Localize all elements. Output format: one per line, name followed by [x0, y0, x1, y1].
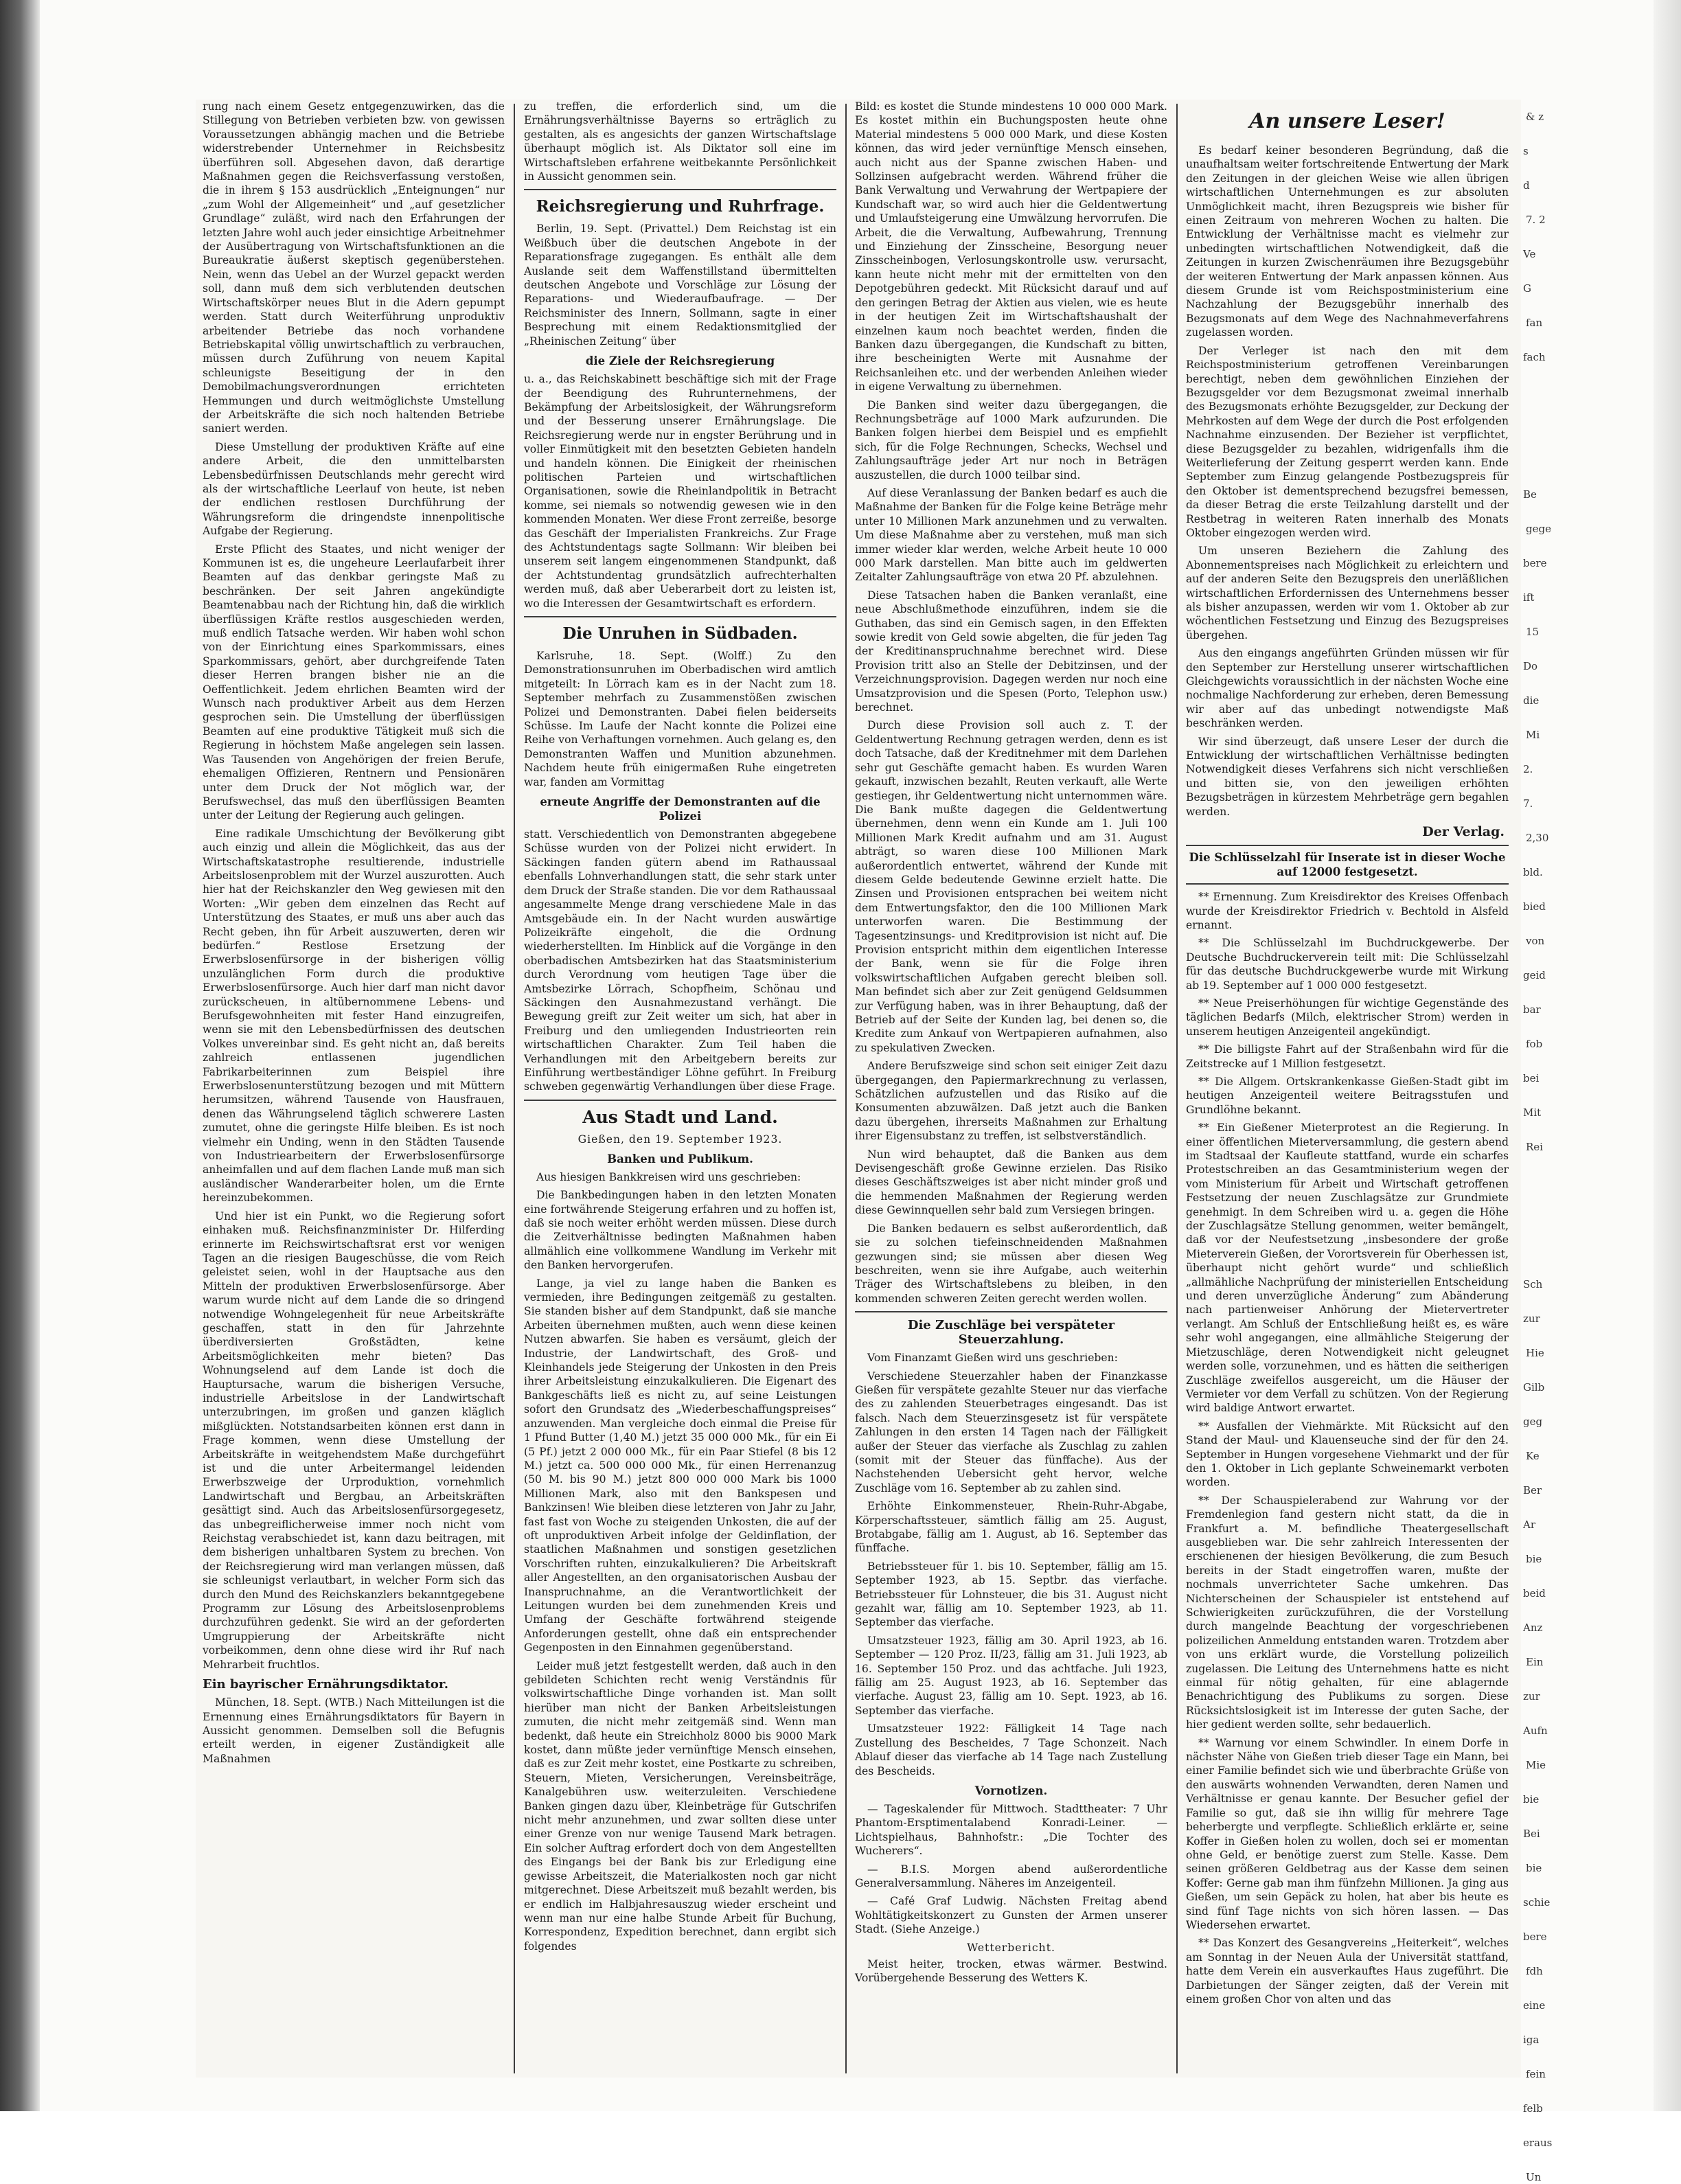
adjacent-page-fragment	[1523, 110, 1654, 2183]
fragment-text: Ar	[1523, 1518, 1536, 1531]
paragraph: Wir sind überzeugt, daß unsere Leser der durch die Entwicklung der wirtschaftlichen Verhältnisse bedingten Notwendigkeit dieses Verfahrens sich nicht verschließen und bitten sie, von den jeweiligen erhöhten Bezugsbeträgen in kürzestem Mehrbeträge gern begahlen werden.	[1186, 735, 1509, 818]
fragment-text: bld.	[1523, 866, 1543, 878]
fragment-text: die	[1523, 694, 1540, 707]
paragraph: Diese Tatsachen haben die Banken veranlaßt, eine neue Abschlußmethode einzuführen, indem sie die Guthaben, das sind ein Gemisch sagen, in den Effekten sowie kredit von Geld sowie abgelten, die für jeden Tag der Kreditinanspruchnahme berechnet wird. Diese Provision tritt also an Stelle der Debitzinsen, und der Verzeichnungsprovision. Dagegen werden nur noch eine Umsatzprovision und die Spesen (Porto, Telephon usw.) berechnet.	[855, 589, 1167, 714]
fragment-text: fob	[1526, 1038, 1543, 1050]
fragment-text: eine	[1523, 1999, 1546, 2012]
paragraph: — Tageskalender für Mittwoch. Stadttheater: 7 Uhr Phantom-Ersptimentalabend Konradi-Leiner. — Lichtspielhaus, Bahnhofstr.: „Die Tochter des Wucherers“.	[855, 1802, 1167, 1858]
fragment-text: s	[1523, 145, 1529, 157]
paragraph: — Café Graf Ludwig. Nächsten Freitag abend Wohltätigkeitskonzert zu Gunsten der Armen unserer Stadt. (Siehe Anzeige.)	[855, 1895, 1167, 1936]
section-headline: Aus Stadt und Land.	[582, 1106, 778, 1127]
fragment-text: zur	[1523, 1312, 1540, 1325]
fragment-text: beid	[1523, 1587, 1546, 1600]
page-edge-shadow	[1654, 0, 1681, 2111]
fragment-text: zur	[1523, 1690, 1540, 1703]
paragraph: Der Verleger ist nach den mit dem Reichspostministerium getroffenen Vereinbarungen berechtigt, neben dem gewöhnlichen Einziehen der Bezugsgelder vor dem Bezugsmonat zweimal innerhalb des Bezugsmonats erhöhte Bezugsgelder, zur Deckung der Mehrkosten auf dem Wege der durch die Post erfolgenden Nachnahme einzusenden. Der Bezieher ist verpflichtet, diese Bezugsgelder zu bezahlen, widrigenfalls ihm die Weiterlieferung der Zeitung gesperrt werden kann. Ende September zum Einzug gelangende Postbezugspreis für den Oktober ist dementsprechend bezugsfrei bemessen, da dieser Betrag die erste Teilzahlung darstellt und der Restbetrag in weiteren Raten innerhalb des Monats Oktober eingezogen werden wird.	[1186, 344, 1509, 539]
paragraph: — B.I.S. Morgen abend außerordentliche Generalversammlung. Näheres im Anzeigenteil.	[855, 1863, 1167, 1889]
article-subheadline: Vornotizen.	[974, 1784, 1048, 1797]
article-headline: Die Unruhen in Südbaden.	[562, 624, 798, 643]
fragment-text: Rei	[1526, 1141, 1543, 1153]
paragraph: rung nach einem Gesetz entgegenzuwirken, das die Stillegung von Betrieben verbieten bzw. von gewissen Voraussetzungen abhängig machen und die Betriebe widerstrebender Unternehmer in Reichsbesitz überführen soll. Abgesehen davon, daß derartige Maßnahmen gegen die Reichsverfassung verstoßen, die in ihrem § 153 ausdrücklich „Enteignungen“ nur „zum Wohl der Allgemeinheit“ und „auf gesetzlicher Grundlage“ zuläßt, wird nach den Erfahrungen der letzten Jahre wohl auch jeder einsichtige Arbeitnehmer der Ausübertragung von Wirtschaftsfunktionen an die Bureaukratie äußerst skeptisch gegenüberstehen. Nein, wenn das Uebel an der Wurzel gepackt werden soll, dann muß dem sich verblutenden deutschen Wirtschaftskörper neues Blut in die Adern gepumpt werden. Statt durch Weiterführung unproduktiv arbeitender Betriebe das noch vorhandene Betriebskapital völlig unwirtschaftlich zu verbrauchen, müssen durch Zuführung von neuem Kapital schleunigste Beseitigung der in den Demobilmachungsverordnungen errichteten Hemmungen und durch weitmöglichste Umstellung der Arbeitskräfte die sich noch haltenden Betriebe saniert werden.	[203, 100, 505, 435]
article-subheadline: erneute Angriffe der Demonstranten auf die Polizei	[540, 795, 821, 823]
paragraph: Diese Umstellung der produktiven Kräfte auf eine andere Arbeit, die den unmittelbarsten Lebensbedürfnissen Deutschlands mehr gerecht wird als der wirtschaftliche Leerlauf von heute, ist neben der endlichen restlosen Durchführung der Währungsreform die dringendste innenpolitische Aufgabe der Regierung.	[203, 440, 505, 538]
fragment-text: Mie	[1526, 1759, 1546, 1771]
newspaper-page	[196, 100, 1521, 2078]
fragment-text: Bei	[1523, 1828, 1540, 1840]
section-rule	[524, 1100, 836, 1101]
fragment-text: Sch	[1523, 1278, 1543, 1290]
local-news-item: ** Ernennung. Zum Kreisdirektor des Kreises Offenbach wurde der Kreisdirektor Friedrich v. Bechtold in Alsfeld ernannt.	[1186, 891, 1509, 931]
fragment-text: Mi	[1526, 729, 1540, 741]
fragment-text: fan	[1526, 317, 1543, 329]
article-subheadline: die Ziele der Reichsregierung	[585, 354, 775, 368]
fragment-text: Ke	[1526, 1450, 1540, 1462]
local-news-item: ** Ein Gießener Mieterprotest an die Regierung. In einer öffentlichen Mieterversammlung, die gestern abend im Stadtsaal der Kaufleute stattfand, wurde ein scharfes Protestschreiben an das Gesamtministerium wegen der vom Ministerium für Arbeit und Wirtschaft getroffenen Festsetzung der neuen Zuschlagsätze zur Grundmiete genehmigt. In dem Schreiben wird u. a. gegen die Höhe der Zuschlagsätze Stellung genommen, weiter bemängelt, daß vor der Neufestsetzung „insbesondere der große Mieterverein Gießen, der Vorortsverein für Oberhessen ist, überhaupt nicht gehört wurde“ und schließlich „allmähliche Nachprüfung der ministeriellen Entscheidung und deren unverzügliche Änderung“ zum Abänderung nach partienweiser Anhörung der Mietervertreter verlangt. Am Schluß der Entschließung heißt es, es wäre sehr wohl angegangen, eine allmähliche Steigerung der Mietzuschläge, deren Notwendigkeit nicht geleugnet werden solle, vorzunehmen, und es hätten die seitherigen Zuschläge zweifellos ausgereicht, um die Häuser der Vermieter vor dem Verfall zu schützen. Von der Regierung wird baldige Antwort erwartet.	[1186, 1122, 1509, 1415]
article-headline: Die Zuschläge bei verspäteter Steuerzahlung.	[907, 1318, 1115, 1347]
fragment-text: fdh	[1526, 1965, 1543, 1977]
paragraph: Umsatzsteuer 1923, fällig am 30. April 1923, ab 16. September — 120 Proz. II/23, fällig am 31. Juli 1923, ab 16. September 150 Proz. und das achtfache. Juli 1923, fällig am 25. August 1923, ab 16. September das vierfache. August 23, fällig am 10. Sept. 1923, ab 16. September das vierfache.	[855, 1634, 1167, 1717]
paragraph: Eine radikale Umschichtung der Bevölkerung gibt auch einzig und allein die Möglichkeit, das aus der Wirtschaftskatastrophe resultierende, industrielle Arbeitslosenproblem mit der Wurzel auszurotten. Auch hier hat der Reichskanzler den Weg gewiesen mit den Worten: „Wir geben dem einzelnen das Recht auf Unterstützung des Staates, er muß uns aber auch das Recht geben, ihn für Arbeit auszuwerten, deren wir bedürfen.“ Restlose Ersetzung der Erwerbslosenfürsorge in der bisherigen völlig unzulänglichen Form durch die produktive Erwerbslosenfürsorge. Auch hier darf man nicht davor zurückscheuen, in altübernommene Lebens- und Berufsgewohnheiten mit fester Hand einzugreifen, wenn sie mit den Lebensbedürfnissen des deutschen Volkes unvereinbar sind. Es geht nicht an, daß bereits zahlreich entlassenen jugendlichen Fabrikarbeiterinnen zum Beispiel ihre Erwerbslosenunterstützung bezogen und mit Müttern herumsitzen, während Tausende von Hausfrauen, denen das Währungselend täglich schwerere Lasten zumutet, ohne die geringste Hilfe bleiben. Es ist noch vielmehr ein Unding, wenn in den Städten Tausende von Industriearbeitern der Erwerbslosenfürsorge anheimfallen und auf dem flachen Lande muß man sich ausländischer Wanderarbeiter holen, um die Ernte hereinzubekommen.	[203, 827, 505, 1205]
signature: Der Verlag.	[1422, 824, 1505, 840]
local-news-item: ** Die Allgem. Ortskrankenkasse Gießen-Stadt gibt im heutigen Anzeigenteil weitere Beitragsstufen und Grundlöhne bekannt.	[1186, 1075, 1509, 1116]
fragment-text: ift	[1523, 591, 1535, 604]
fragment-text: Ein	[1526, 1656, 1544, 1668]
notice-headline: An unsere Leser!	[1249, 109, 1445, 133]
paragraph: Nun wird behauptet, daß die Banken aus dem Devisengeschäft große Gewinne erzielen. Das Risiko dieses Geschäftszweiges ist aber nicht minder groß und die hemmenden Maßnahmen der Regierung werden diese Gewinnquellen sehr bald zum Versiegen bringen.	[855, 1148, 1167, 1217]
column-1	[203, 100, 505, 2078]
fragment-text: geid	[1523, 969, 1546, 981]
fragment-text: Be	[1523, 488, 1537, 501]
article-headline: Reichsregierung und Ruhrfrage.	[536, 197, 825, 216]
fragment-text: eraus	[1523, 2137, 1553, 2149]
paragraph: Aus den eingangs angeführten Gründen müssen wir für den September zur Herstellung unserer wirtschaftlichen Gleichgewichts voraussichtlich in der nächsten Woche eine nochmalige Nachforderung zur erheben, deren Bemessung wir aber auf das unbedingt notwendigste Maß beschränken werden.	[1186, 647, 1509, 730]
paragraph: Die Bankbedingungen haben in den letzten Monaten eine fortwährende Steigerung erfahren und zu hoffen ist, daß sie noch weiter erhöht werden müssen. Diese durch die Zeitverhältnisse bedingten Maßnahmen haben allmählich eine vollkommene Wandlung im Verkehr mit den Banken hervorgerufen.	[524, 1189, 836, 1272]
paragraph: Es bedarf keiner besonderen Begründung, daß die unaufhaltsam weiter fortschreitende Entwertung der Mark den Zeitungen in der gleichen Weise wie allen übrigen wirtschaftlichen Unternehmungen es zur absoluten Unmöglichkeit macht, ihren Bezugspreis wie bisher für einen Zeitraum von mehreren Wochen zu halten. Die Entwicklung der Verhältnisse macht es vielmehr zur unbedingten wirtschaftlichen Notwendigkeit, daß die Zeitungen in kurzen Zwischenräumen ihre Bezugsgebühr der weiteren Entwertung der Mark anpassen können. Aus diesem Grunde ist vom Reichspostministerium eine Nachzahlung der Bezugsgebühr innerhalb des Bezugsmonats auf dem Wege des Nachnahmeverfahrens zugelassen worden.	[1186, 144, 1509, 339]
paragraph: Meist heiter, trocken, etwas wärmer. Bestwind. Vorübergehende Besserung des Wetters K.	[855, 1957, 1167, 1984]
key-number-text: Die Schlüsselzahl für Inserate ist in dieser Woche auf 12000 festgesetzt.	[1189, 851, 1506, 879]
local-news-item: ** Ausfallen der Viehmärkte. Mit Rücksicht auf den Stand der Maul- und Klauenseuche sind der für den 24. September in Hungen vorgesehene Viehmarkt und der für den 1. Oktober in Lich geplante Schweinemarkt verboten worden.	[1186, 1420, 1509, 1489]
fragment-text: 15	[1526, 626, 1540, 638]
column-2	[524, 100, 836, 2078]
fragment-text: 7. 2	[1526, 214, 1546, 226]
paragraph: Die Banken bedauern es selbst außerordentlich, daß sie zu solchen tiefeinschneidenden Maßnahmen gezwungen sind; sie müssen aber diesen Weg beschreiten, wenn sie ihre Aufgabe, auch weiterhin Träger des Wirtschaftslebens zu bleiben, in den kommenden schweren Zeiten gerecht werden wollen.	[855, 1222, 1167, 1305]
paragraph: Und hier ist ein Punkt, wo die Regierung sofort einhaken muß. Reichsfinanzminister Dr. Hilferding erinnerte im Reichswirtschaftsrat erst vor wenigen Tagen an die riesigen Baugeschüsse, die vom Reich geleistet seien, wohl in der Hauptsache aus den Mitteln der produktiven Erwerbslosenfürsorge. Aber warum wurde nicht auf dem Lande die so dringend notwendige Wohngelegenheit für neue Arbeitskräfte geschaffen, statt in den für Jahrzehnte überdiversierten Großstädten, keine Arbeitsmöglichkeiten mehr bieten? Das Wohnungselend auf dem Lande ist doch die Hauptursache, warum die bisherigen Versuche, industrielle Arbeitslose in der Landwirtschaft unterzubringen, im großen und ganzen kläglich mißglückten. Notstandsarbeiten können erst dann in Frage kommen, wenn diese Umstellung der Arbeitskräfte in weitgehendstem Maße durchgeführt ist und die unter Arbeitermangel leidenden Erwerbszweige der Urproduktion, vornehmlich Landwirtschaft und Bergbau, an Arbeitskräften gesättigt sind. Auch das Arbeitslosenfürsorgegesetz, das unbegreiflicherweise immer noch nicht vom Reichstag verabschiedet ist, kann dazu beitragen, mit dem bisherigen unhaltbaren System zu brechen. Von der Reichsregierung wird man verlangen müssen, daß sie schleunigst verlautbart, in welcher Form sich das durch den Mund des Reichskanzlers bekanntgegebene Programm zur Lösung des Arbeitslosenproblems durchzuführen gedenkt. Sie wird an der geforderten Umgruppierung der Arbeitskräfte nicht vorbeikommen, denn ohne diese wird ihr Ruf nach Mehrarbeit fruchtlos.	[203, 1209, 505, 1671]
paragraph: Umsatzsteuer 1922: Fälligkeit 14 Tage nach Zustellung des Bescheides, 7 Tage Schonzeit. Nach Ablauf dieser das vierfache ab 14 Tage nach Zustellung des Bescheids.	[855, 1722, 1167, 1777]
paragraph: Erhöhte Einkommensteuer, Rhein-Ruhr-Abgabe, Körperschaftssteuer, sämtlich fällig am 25. August, Brotabgabe, fällig am 1. August, ab 16. September das fünffache.	[855, 1500, 1167, 1555]
fragment-text: felb	[1523, 2102, 1543, 2115]
fragment-text: d	[1523, 179, 1530, 192]
paragraph: Bild: es kostet die Stunde mindestens 10 000 000 Mark. Es kostet mithin ein Buchungsposten heute ohne Material mindestens 5 000 000 Mark, und diese Kosten können, das wird jeder vernünftige Mensch einsehen, auch nicht aus der Spanne zwischen Haben- und Sollzinsen aufgebracht werden. Während früher die Bank Verwaltung und Verwahrung der Wertpapiere der Kundschaft war, so wird auch hier die Geldentwertung und Umlaufsteigerung eine Umwälzung hervorrufen. Die Arbeit, die die Verwaltung, Aufbewahrung, Trennung und Einziehung der Zinsscheine, Besorgung neuer Zinsscheinbogen, Verlosungskontrolle usw. verursacht, kann heute nicht mehr mit der ermittelten von den Depotgebühren gedeckt. Mit Rücksicht darauf und auf den geringen Betrag der Aktien aus vielen, wie es heute in der heutigen Zeit im Wirtschaftshaushalt der einzelnen kaum noch beachtet werden, finden die Banken dazu übergegangen, die Kundschaft zu bitten, ihre bescheinigten Werte mit Ausnahme der Reichsanleihen etc. und der werbenden Anleihen wieder in eigene Verwaltung zu übernehmen.	[855, 100, 1167, 394]
book-binding-edge	[0, 0, 40, 2111]
fragment-text: Do	[1523, 660, 1538, 672]
article-subheadline: Banken und Publikum.	[607, 1152, 753, 1165]
paragraph: Betriebssteuer für 1. bis 10. September, fällig am 15. September 1923, ab 15. Septbr. das vierfache. Betriebssteuer für Lohnsteuer, die bis 31. August nicht gezahlt war, fällig am 10. September 1923, ab 11. September das vierfache.	[855, 1560, 1167, 1629]
fragment-text: G	[1523, 282, 1531, 295]
paragraph: Die Banken sind weiter dazu übergegangen, die Rechnungsbeträge auf 1000 Mark aufzurunden. Die Banken folgen hierbei dem Beispiel und es empfiehlt sich, für die Folge Rechnungen, Schecks, Wechsel und Zahlungsaufträge jeder Art nur noch in Beträgen auszustellen, die durch 1000 teilbar sind.	[855, 398, 1167, 481]
fragment-text: Hie	[1526, 1347, 1544, 1359]
column-divider	[845, 104, 847, 2073]
fragment-text: Ber	[1523, 1484, 1542, 1497]
paragraph: Erste Pflicht des Staates, und nicht weniger der Kommunen ist es, die ungeheure Leerlaufarbeit ihrer Beamten auf das denkbar geringste Maß zu beschränken. Der seit Jahren angekündigte Beamtenabbau nach der Richtung hin, daß die wirklich überflüssigen Kräfte restlos ausgeschieden werden, muß endlich Tatsache werden. Wir haben wohl schon von der Einrichtung eines Sparkommissars, eines Sparkommissars, gehört, aber durchgreifende Taten dieser Herren brangen bisher nie an die Oeffentlichkeit. Jedem ehrlichen Beamten wird der Wunsch nach produktiver Arbeit aus dem Herzen gesprochen sein. Die Umstellung der überflüssigen Beamten auf eine produktive Tätigkeit muß sich die Regierung in höchstem Maße angelegen sein lassen. Was Tausenden von Angehörigen der freien Berufe, ehemaligen Offizieren, Rentnern und Pensionären unter dem Druck der Not möglich war, der Berufswechsel, das muß den überflüssigen Beamten unter der Leitung der Regierung auch gelingen.	[203, 543, 505, 822]
section-rule	[524, 616, 836, 617]
paragraph: Karlsruhe, 18. Sept. (Wolff.) Zu den Demonstrationsunruhen im Oberbadischen wird amtlich mitgeteilt: In Lörrach kam es in der Nacht zum 18. September mehrfach zu Zusammenstößen zwischen Polizei und Demonstranten. Dabei fielen beiderseits Schüsse. Im Laufe der Nacht konnte die Polizei eine Reihe von Verhaftungen vornehmen. Auch gelang es, den Demonstranten Waffen und Munition abzunehmen. Nachdem heute früh einigermaßen Ruhe eingetreten war, fanden am Vormittag	[524, 650, 836, 788]
column-divider	[1176, 104, 1178, 2073]
fragment-text: bie	[1526, 1862, 1542, 1874]
paragraph: Lange, ja viel zu lange haben die Banken es vermieden, ihre Bedingungen zeitgemäß zu gestalten. Sie standen bisher auf dem Standpunkt, daß sie manche Arbeiten übernehmen mußten, auch wenn diese keinen Nutzen abwarfen. Sie haben es versäumt, gleich der Industrie, der Landwirtschaft, des Groß- und Kleinhandels jede Steigerung der Unkosten in den Preis ihrer Arbeitsleistung einzukalkulieren. Die Eigenart des Bankgeschäfts ließ es nicht zu, auf seine Leistungen sofort den Grundsatz des „Wiederbeschaffungspreises“ anzuwenden. Man vergleiche doch einmal die Preise für 1 Pfund Butter (1,40 M.) jetzt 35 000 000 Mk., für ein Ei (5 Pf.) jetzt 2 000 000 Mk., für ein Paar Stiefel (8 bis 12 M.) jetzt ca. 500 000 000 Mk., für einen Herrenanzug (50 M. bis 90 M.) jetzt 800 000 000 Mark bis 1000 Millionen Mark, also mit den Bankspesen und Bankzinsen! Wie bleiben diese letzteren von Jahr zu Jahr, fast fast von Woche zu steigenden Unkosten, die auf der oft unproduktiven Arbeit infolge der Geldinflation, der staatlichen Maßnahmen und sonstigen gesetzlichen Vorschriften ruhten, einzukalkulieren? Die Arbeitskraft aller Angestellten, an den organisatorischen Ausbau der Inanspruchnahme, an die Verantwortlichkeit der Leitungen wurden bei dem zunehmenden Kreis und Umfang der Geschäfte fortwährend steigende Anforderungen gestellt, ohne daß ein entsprechender Gegenposten in den Einnahmen gegenüberstand.	[524, 1277, 836, 1654]
dateline: Gießen, den 19. September 1923.	[578, 1133, 783, 1146]
key-number-notice	[1186, 845, 1509, 885]
fragment-text: bie	[1526, 1553, 1542, 1565]
paragraph: Berlin, 19. Sept. (Privattel.) Dem Reichstag ist ein Weißbuch über die deutschen Angebote in der Reparationsfrage zugegangen. Es enthält alle dem Auslande seit dem Waffenstillstand übermittelten deutschen Angebote und Vorschläge zur Lösung der Reparations- und Wiederaufbaufrage. — Der Reichsminister des Innern, Sollmann, sagte in einer Besprechung mit einem Redaktionsmitglied der „Rheinischen Zeitung“ über	[524, 223, 836, 348]
fragment-text: Aufn	[1523, 1725, 1548, 1737]
fragment-text: fach	[1523, 351, 1546, 363]
local-news-item: ** Die Schlüsselzahl im Buchdruckgewerbe. Der Deutsche Buchdruckerverein teilt mit: Die Schlüsselzahl für das deutsche Buchdruckgewerbe wurde mit Wirkung ab 19. September auf 1 000 000 festgesetzt.	[1186, 937, 1509, 992]
paragraph: Verschiedene Steuerzahler haben der Finanzkasse Gießen für verspätete gezahlte Steuer nur das vierfache des zu zahlenden Steuerbetrages eingesandt. Das ist falsch. Nach dem Steuerzinsgesetz ist für verspätete Zahlungen in den ersten 14 Tagen nach der Fälligkeit außer der Steuer das vierfache als Zuschlag zu zahlen (somit mit der Steuer das fünffache). Aus der Nachstehenden Uebersicht geht hervor, welche Zuschläge vom 16. September ab zu zahlen sind.	[855, 1369, 1167, 1494]
fragment-text: fein	[1526, 2068, 1546, 2080]
fragment-text: bei	[1523, 1072, 1540, 1084]
fragment-text: Ve	[1523, 248, 1536, 260]
fragment-text: gege	[1526, 523, 1551, 535]
column-divider	[514, 104, 515, 2073]
fragment-text: bere	[1523, 557, 1547, 569]
paragraph: München, 18. Sept. (WTB.) Nach Mitteilungen ist die Ernennung eines Ernährungsdiktators für Bayern in Aussicht genommen. Demselben soll die Befugnis erteilt werden, in eigener Zuständigkeit alle Maßnahmen	[203, 1696, 505, 1765]
fragment-text: schie	[1523, 1896, 1551, 1909]
paragraph: zu treffen, die erforderlich sind, um die Ernährungsverhältnisse Bayerns so erträglich zu gestalten, als es angesichts der ganzen Wirtschaftslage überhaupt möglich ist. Als Diktator soll eine im Wirtschaftsleben erfahrene weitbekannte Persönlichkeit in Aussicht genommen sein.	[524, 100, 836, 183]
col1-article-text	[203, 100, 505, 1672]
fragment-text: Gilb	[1523, 1381, 1545, 1394]
paragraph: u. a., das Reichskabinett beschäftige sich mit der Frage der Beendigung des Ruhrunternehmens, der Bekämpfung der Arbeitslosigkeit, der Währungsreform und der Besserung unserer Ernährungslage. Die Reichsregierung werde nur in engster Berührung und in voller Einmütigkeit mit den besetzten Gebieten handeln und handeln können. Die Einigkeit der rheinischen politischen Parteien und wirtschaftlichen Organisationen, sowie die Rheinlandpolitik in Betracht komme, sei niemals so notwendig gewesen wie in den kommenden Monaten. Wer diese Front zerreiße, besorge das Geschäft der Imperialisten Frankreichs. Zur Frage des Achtstundentags sagte Sollmann: Wir bleiben bei unserem seit langem eingenommenen Standpunkt, daß der Achtstundentag grundsätzlich aufrechterhalten werden muß, daß aber Ueberarbeit dort zu leisten ist, wo die Interessen der Gesamtwirtschaft es erfordern.	[524, 373, 836, 610]
column-3	[855, 100, 1167, 2078]
paragraph: Andere Berufszweige sind schon seit einiger Zeit dazu übergegangen, den Papiermarkrechnung zu verlassen, Schätzlichen aufzustellen und das Risiko auf die Konsumenten abzuwälzen. Daß jetzt auch die Banken dazu übergehen, ihrerseits Maßnahmen zur Erhaltung ihrer Eigensubstanz zu treffen, ist selbstverständlich.	[855, 1060, 1167, 1143]
weather-heading: Wetterbericht.	[967, 1941, 1055, 1954]
fragment-text: Mit	[1523, 1106, 1542, 1119]
fragment-text: geg	[1523, 1415, 1543, 1428]
local-news-item: ** Neue Preiserhöhungen für wichtige Gegenstände des täglichen Bedarfs (Milch, elektrischer Strom) werden in unserem heutigen Anzeigenteil angekündigt.	[1186, 997, 1509, 1038]
fragment-text: 2,30	[1526, 832, 1549, 844]
article-headline: Ein bayrischer Ernährungsdiktator.	[203, 1677, 449, 1692]
local-news-item: ** Der Schauspielerabend zur Wahrung vor der Fremdenlegion fand gestern nicht statt, da die in Frankfurt a. M. befindliche Theatergesellschaft ausgeblieben war. Die sehr zahlreich Interessenten der erschienenen der hiesigen Bevölkerung, die zum Besuch bereits in der Stadt eingetroffen waren, mußte der nochmals unverrichteter Sache umkehren. Das Nichterscheinen der Schauspieler ist entstehend auf Schwierigkeiten zurückzuführen, die der Vorstellung durch mangelnde Beachtung der vorgeschriebenen polizeilichen Anmeldung entstanden waren. Trotzdem aber von uns erklärt wurde, die Vorstellung polizeilich zugelassen. Die Leitung des Unternehmens hatte es nicht einmal für nötig gehalten, für eine ablagernde Benachrichtigung des Publikums zu sorgen. Diese Rücksichtslosigkeit ist im Interesse der guten Sache, der hier gedient werden sollte, sehr bedauerlich.	[1186, 1494, 1509, 1731]
local-news-item: ** Warnung vor einem Schwindler. In einem Dorfe in nächster Nähe von Gießen trieb dieser Tage ein Mann, bei einer Familie befindet sich wie und überbrachte Grüße von den auswärts wohnenden Verwandten, deren Namen und Verhältnisse er genau kannte. Der Besucher gefiel der Familie so gut, daß sie ihn willig für mehrere Tage beherbergte und verpflegte. Schließlich erklärte er, seine Koffer in Gießen holen zu wollen, doch sei er momentan ohne Geld, er benötige zuerst zum Stelle. Kasse. Dem seinen größeren Geldbetrag aus der Kasse dem seinen Koffer: Gerne gab man ihm fünfzehn Millionen. Ja ging aus Gießen, um sein Gepäck zu holen, hat aber bis heute es sind fünf Tage nichts von sich hören lassen. — Das Wiedersehen erwartet.	[1186, 1736, 1509, 1931]
paragraph: Um unseren Beziehern die Zahlung des Abonnementspreises nach Möglichkeit zu erleichtern und auf der anderen Seite den Bezugspreis den unerläßlichen wirtschaftlichen Erfordernissen des Unternehmens besser als bisher anzupassen, werden wir vom 1. Oktober ab zur wöchentlichen Festsetzung und Einzug des Bezugspreises übergehen.	[1186, 545, 1509, 641]
fragment-text: von	[1526, 935, 1545, 947]
fragment-text: Un	[1526, 2171, 1542, 2183]
local-news-item: ** Die billigste Fahrt auf der Straßenbahn wird für die Zeitstrecke auf 1 Million festgesetzt.	[1186, 1043, 1509, 1070]
paragraph: Aus hiesigen Bankkreisen wird uns geschrieben:	[536, 1170, 801, 1183]
fragment-text: 7.	[1523, 797, 1533, 810]
fragment-text: bere	[1523, 1931, 1547, 1943]
fragment-text: iga	[1523, 2034, 1540, 2046]
paragraph: statt. Verschiedentlich von Demonstranten abgegebene Schüsse wurden von der Polizei nicht erwidert. In Säckingen fanden gütern abend im Rathaussaal ebenfalls Lohnverhandlungen statt, die sehr stark unter dem Druck der Straße standen. Die vor dem Rathaussaal angesammelte Menge drang verschiedene Male in das Amtsgebäude ein. In der Nacht wurden auswärtige Polizeikräfte eingeholt, die die Ordnung wiederherstellten. Im Hinblick auf die Vorgänge in den oberbadischen Amtsbezirken hat das Staatsministerium durch Verordnung vom heutigen Tage über die Amtsbezirke Lörrach, Schopfheim, Schönau und Säckingen den Ausnahmezustand verhängt. Die Bewegung greift zur Zeit weiter um sich, hat aber in Freiburg und den umliegenden Industrieorten rein wirtschaftlichen Charakter. Zum Teil haben die Verhandlungen mit den Arbeitgebern bereits zur Einführung wertbeständiger Löhne geführt. In Freiburg schweben gegenwärtig Verhandlungen über diese Frage.	[524, 828, 836, 1093]
local-news-item: ** Das Konzert des Gesangvereins „Heiterkeit“, welches am Sonntag in der Neuen Aula der Universität stattfand, hatte dem Verein ein ausverkauftes Haus zugeführt. Die Darbietungen der Sänger zeigten, daß der Verein mit einem großen Chor von alten und das	[1186, 1937, 1509, 2005]
paragraph: Auf diese Veranlassung der Banken bedarf es auch die Maßnahme der Banken für die Folge keine Beträge mehr unter 10 Millionen Mark anzunehmen und zu verwalten. Um diese Maßnahme aber zu verstehen, muß man sich immer wieder klar werden, welche Arbeit heute 10 000 000 Mark darstellen. Man bitte auch im geldwerten Zeitalter Zahlungsaufträge von etwa 20 Pf. abzulehnen.	[855, 486, 1167, 584]
fragment-text: bie	[1523, 1793, 1540, 1806]
paragraph: Vom Finanzamt Gießen wird uns geschrieben:	[867, 1352, 1118, 1365]
fragment-text: bar	[1523, 1003, 1541, 1016]
fragment-text: Anz	[1523, 1622, 1543, 1634]
fragment-text: 2.	[1523, 763, 1533, 775]
fragment-text: & z	[1526, 111, 1544, 123]
section-rule	[524, 189, 836, 190]
fragment-text: bied	[1523, 900, 1546, 913]
column-4	[1186, 100, 1509, 2078]
paragraph: Durch diese Provision soll auch z. T. der Geldentwertung Rechnung getragen werden, denn es ist doch Tatsache, daß der Kreditnehmer mit dem Darlehen sehr gut Geschäfte gemacht haben. Es wurden Waren gekauft, inzwischen bezahlt, Reuten verkauft, alle Werte gestiegen, ihr Geldentwertung nicht unternommen wäre. Die Bank mußte dagegen die Geldentwertung übernehmen, denn wenn ein Kunde am 1. Juli 100 Millionen Mark Kredit aufnahm und am 31. August abträgt, so waren diese 100 Millionen Mark außerordentlich entwertet, während der Kunde mit diesem Gelde bedeutende Gewinne erzielt hatte. Die Zinsen und Provisionen entsprachen bei weitem nicht dem Entwertungsfaktor, den die 100 Millionen Mark unterworfen waren. Die Bestimmung der Tagesentzinsungs- und Kreditprovision ist nicht auf. Die Provision entspricht mithin dem eigentlichen Interesse der Bank, wenn sie für die Folge ihren volkswirtschaftlichen Aufgaben gerecht bleiben soll. Man befindet sich aber zur Zeit genügend Geldsummen zur Verfügung haben, was in ihrer Behauptung, daß der Betrieb auf der Seite der Kunden lag, bei denen so, die Kredite zum Ankauf von Wertpapieren aufnahmen, also zu spekulativen Zwecken.	[855, 719, 1167, 1054]
paragraph: Leider muß jetzt festgestellt werden, daß auch in den gebildeten Schichten recht wenig Verständnis für volkswirtschaftliche Dinge vorhanden ist. Man sollt hierüber man nicht der Banken Arbeitsleistungen zumuten, die nicht mehr zeitgemäß sind. Wenn man bedenkt, daß heute ein Streichholz 8000 bis 9000 Mark kostet, dann müßte jeder vernünftige Mensch einsehen, daß es zur Zeit mehr kostet, eine Postkarte zu schreiben, Steuern, Mieten, Versicherungen, Vereinsbeiträge, Kanalgebühren usw. weiterzuleiten. Verschiedene Banken gingen dazu über, Kleinbeträge für Gutschrifen nicht mehr anzunehmen, und zwar sollten diese unter einer Grenze von nur wenige Tausend Mark betragen. Ein solcher Auftrag erfordert doch von dem Angestellten des Eingangs bei der Bank bis zur Erledigung eine gewisse Arbeitszeit, die Materialkosten noch gar nicht mitgerechnet. Diese Arbeitszeit muß bezahlt werden, bis er endlich im Halbjahresauszug wieder erscheint und wenn man nur eine halbe Stunde Arbeit für Buchung, Korrespondenz, Expedition berechnet, dann ergibt sich folgendes	[524, 1659, 836, 1953]
section-rule	[855, 1311, 1167, 1312]
